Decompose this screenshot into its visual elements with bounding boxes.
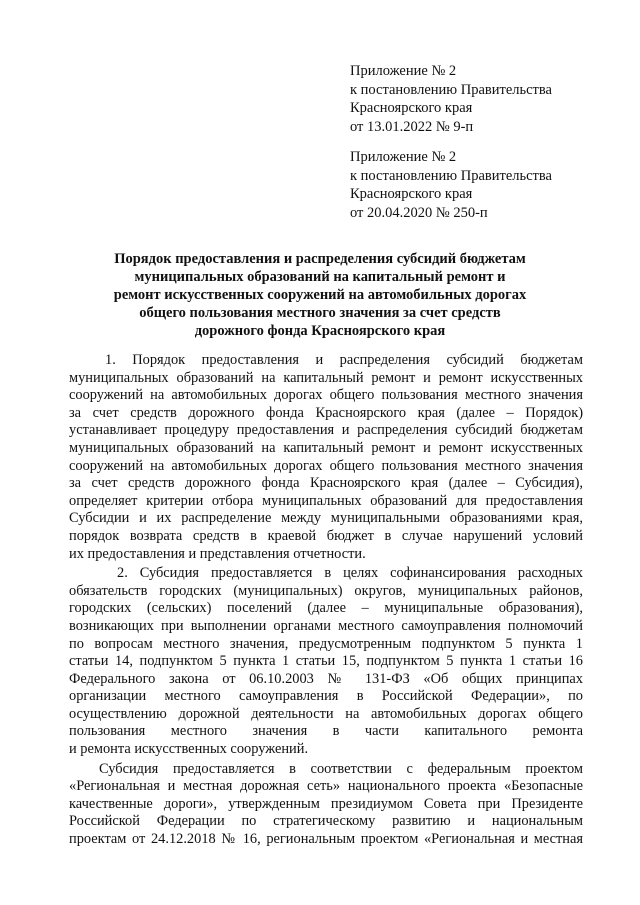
text-line: Субсидия предоставляется в соответствии с федеральным проектом [99, 760, 583, 777]
text-line: проектам от 24.12.2018 № 16, региональным проектом «Региональная и местная [69, 831, 583, 848]
text-line: определяет критерии отбора муниципальных образований для предоставления [69, 492, 583, 509]
text-line: порядок возврата средств в краевой бюджет в случае нарушений условий [69, 527, 583, 544]
title-line: ремонт искусственных сооружений на автомобильных дорогах [113, 287, 527, 303]
document-title [60, 250, 580, 340]
text-line: городских (сельских) поселений (далее – муниципальные образования), [69, 600, 583, 617]
text-line: Российской Федерации по стратегическому развитию и национальным [69, 813, 583, 830]
text-line: муниципальных образований на капитальный ремонт и ремонт искусственных [69, 439, 583, 456]
paragraph-3 [69, 761, 583, 849]
text-line: за счет средств дорожного фонда Красноярского края (далее – Субсидия), [69, 475, 583, 492]
appendix-header-current [350, 62, 610, 136]
appendix-region: Красноярского края [350, 186, 473, 202]
appendix-resolution-ref: к постановлению Правительства [350, 167, 552, 184]
text-line: 1. Порядок предоставления и распределения субсидий бюджетам [105, 352, 583, 368]
text-line: организации местного самоуправления в Российской Федерации», по [69, 688, 583, 705]
text-line: статьи 14, подпунктом 5 пункта 1 статьи 15, подпунктом 5 пункта 1 статьи 16 [69, 653, 583, 670]
title-line: муниципальных образований на капитальный ремонт и [134, 269, 506, 285]
text-line: 2. Субсидия предоставляется в целях софинансирования расходных [117, 565, 583, 582]
text-line: и ремонта искусственных сооружений. [69, 741, 309, 758]
text-line: за счет средств дорожного фонда Красноярского края (далее – Порядок) [69, 404, 583, 421]
scan-artifact [604, 893, 616, 901]
text-line: Субсидии и их распределение между муниципальными образованиями края, [69, 510, 583, 527]
text-line: по вопросам местного значения, предусмотренным подпунктом 5 пункта 1 [69, 635, 583, 652]
text-line: сооружений на автомобильных дорогах общего пользования местного значения [69, 457, 583, 474]
appendix-date-number: от 13.01.2022 № 9-п [350, 118, 474, 135]
appendix-resolution-ref: к постановлению Правительства [350, 81, 552, 98]
text-line: осуществлению дорожной деятельности на автомобильных дорогах общего [69, 705, 583, 722]
title-line: Порядок предоставления и распределения субсидий бюджетам [114, 251, 526, 267]
text-line: качественные дороги», утвержденным президиумом Совета при Президенте [69, 795, 583, 812]
paragraph-2 [69, 565, 583, 759]
appendix-number: Приложение № 2 [350, 149, 457, 165]
title-line: дорожного фонда Красноярского края [194, 323, 446, 339]
appendix-header-previous [350, 148, 610, 222]
appendix-number: Приложение № 2 [350, 63, 457, 79]
appendix-date-number: от 20.04.2020 № 250-п [350, 204, 488, 221]
document-body [69, 352, 583, 849]
text-line: «Региональная и местная дорожная сеть» национального проекта «Безопасные [69, 778, 583, 795]
text-line: пользования местного значения в части капитального ремонта [69, 723, 583, 740]
title-line: общего пользования местного значения за счет средств [139, 305, 501, 321]
text-line: Федерального закона от 06.10.2003 № 131-ФЗ «Об общих принципах [69, 670, 583, 687]
text-line: сооружений на автомобильных дорогах общего пользования местного значения [69, 387, 583, 404]
text-line: устанавливает процедуру предоставления и распределения субсидий бюджетам [69, 422, 583, 439]
text-line: возникающих при выполнении органами местного самоуправления полномочий [69, 617, 583, 634]
text-line: их предоставления и представления отчетности. [69, 545, 366, 562]
text-line: муниципальных образований на капитальный ремонт и ремонт искусственных [69, 369, 583, 386]
text-line: обязательств городских (муниципальных) округов, муниципальных районов, [69, 582, 583, 599]
paragraph-1 [69, 352, 583, 563]
appendix-region: Красноярского края [350, 100, 473, 116]
